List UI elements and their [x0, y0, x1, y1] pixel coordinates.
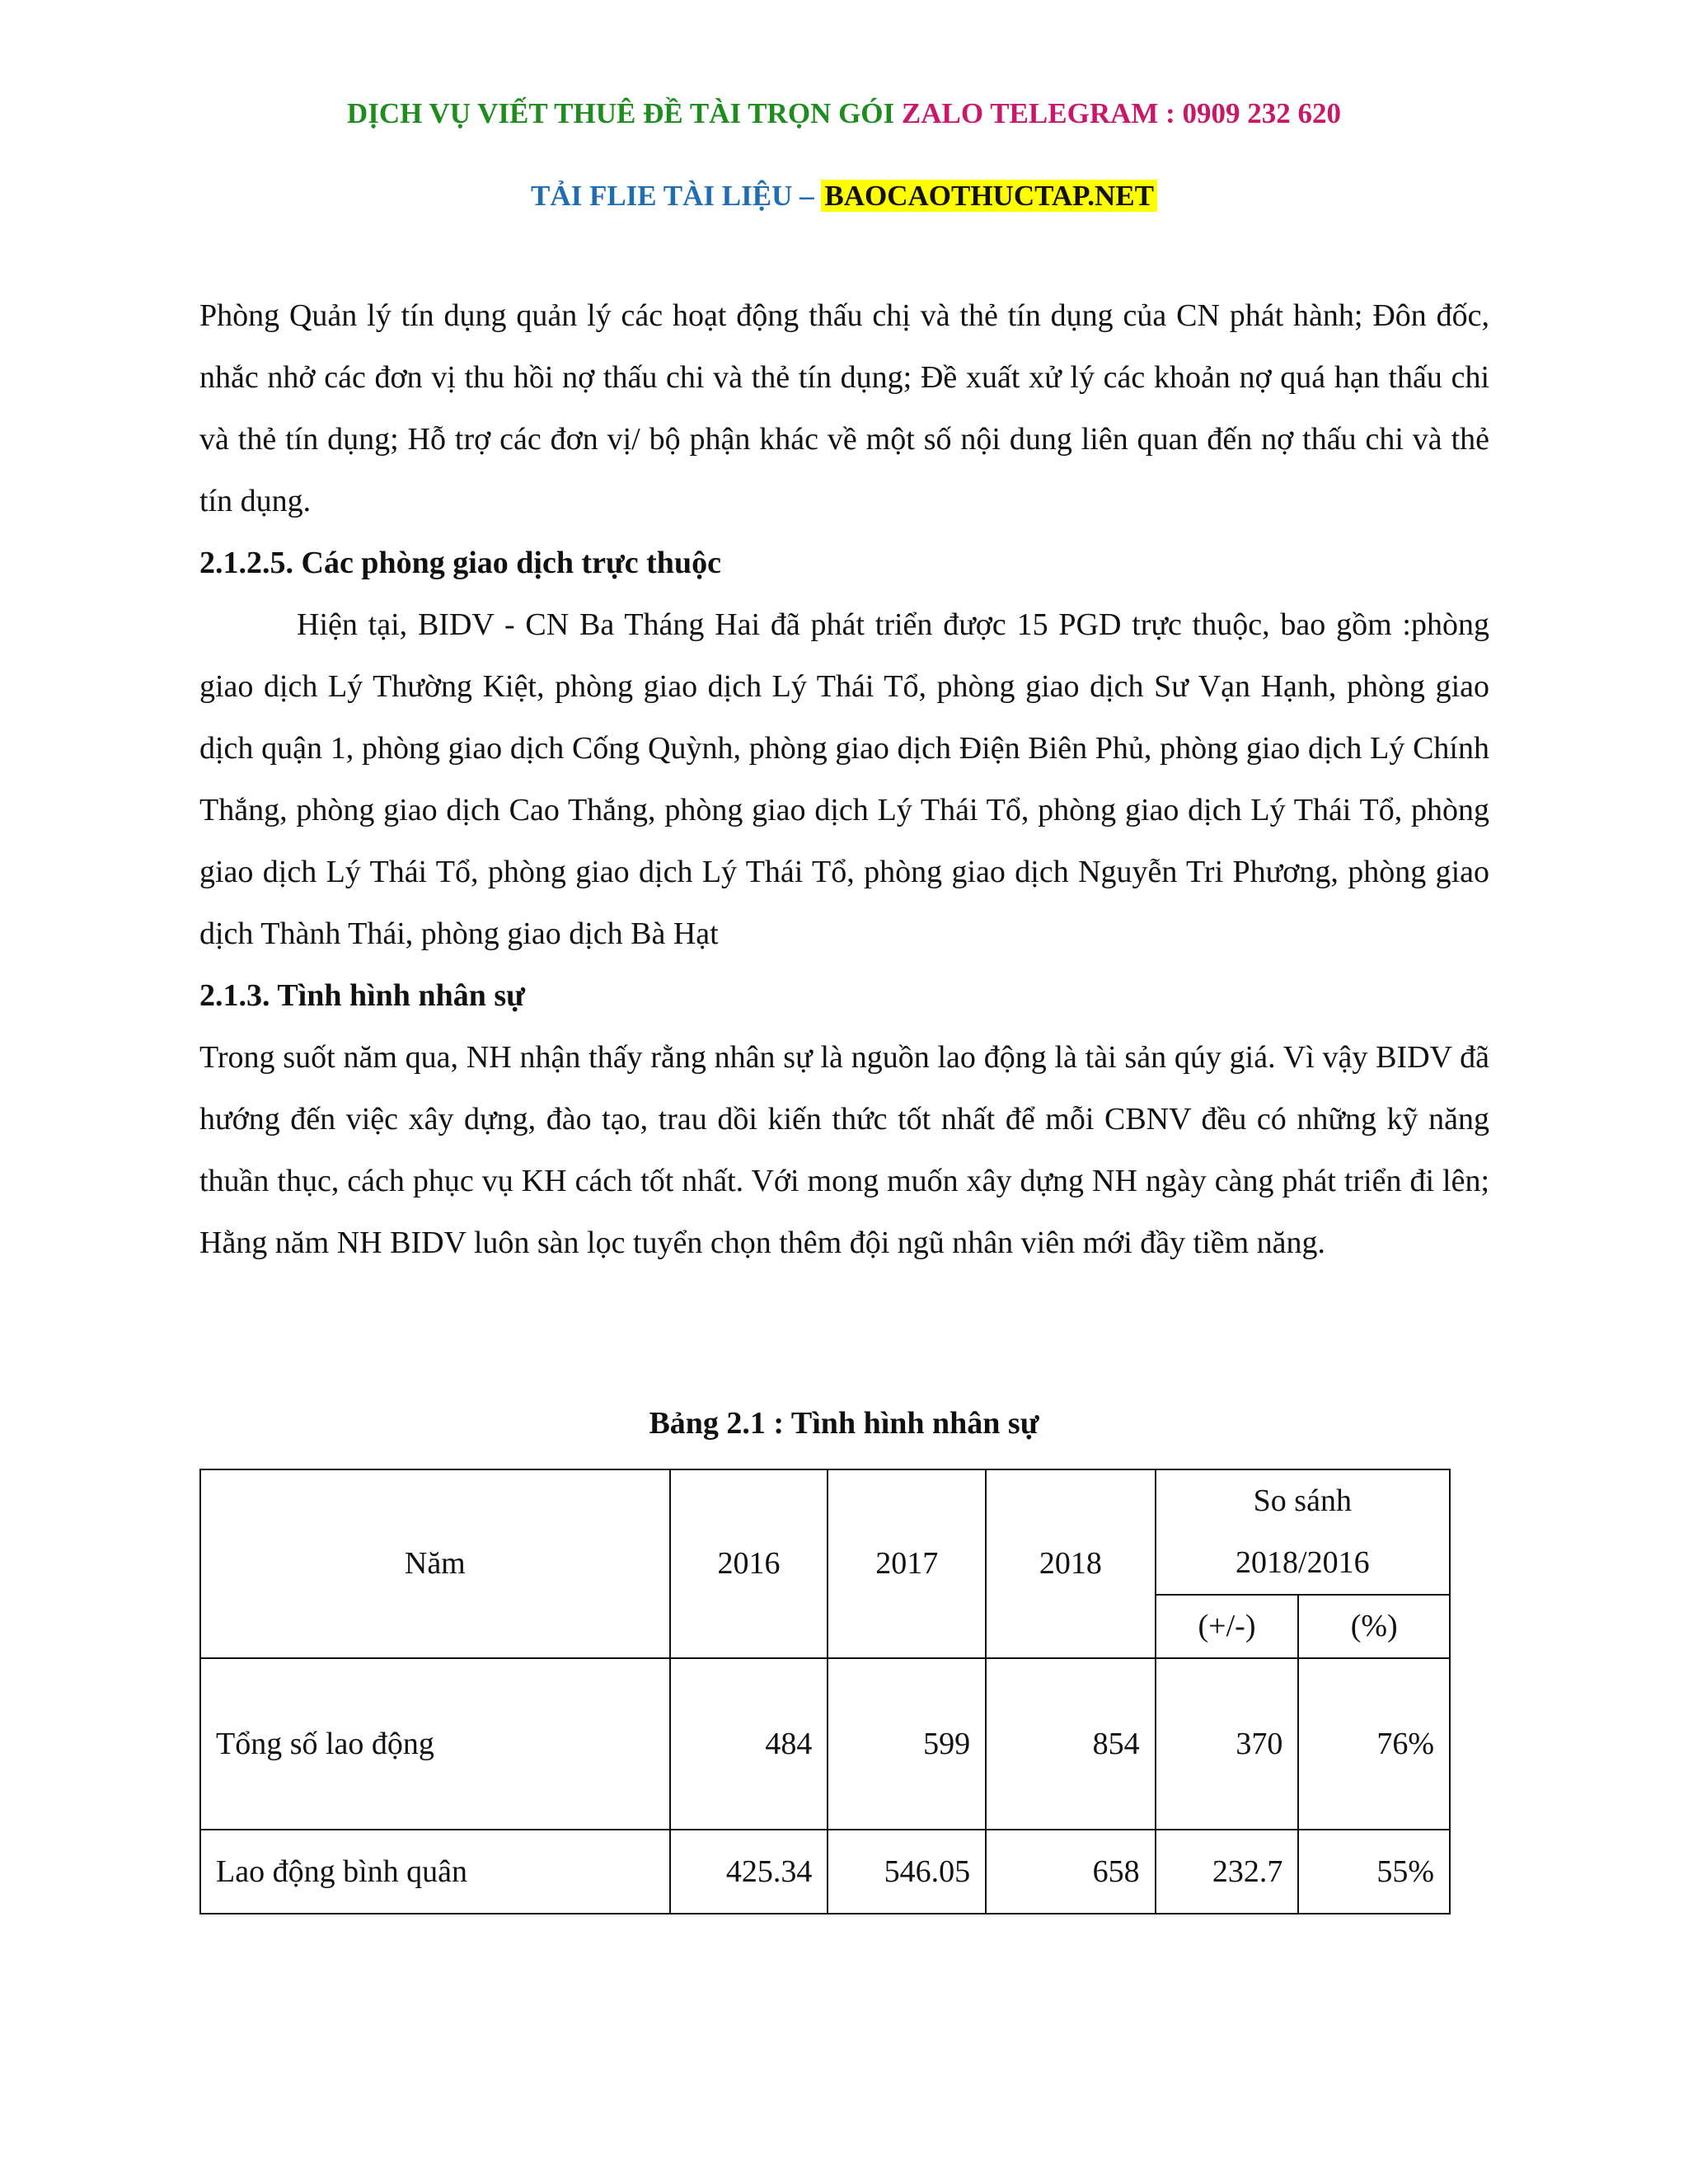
row-label: Lao động bình quân	[200, 1830, 670, 1914]
cell-2017: 599	[828, 1658, 986, 1830]
cell-diff: 370	[1156, 1658, 1299, 1830]
header-pct: (%)	[1298, 1595, 1450, 1658]
header-year-label: Năm	[200, 1469, 670, 1658]
header-contact-text: ZALO TELEGRAM : 0909 232 620	[901, 97, 1342, 129]
cell-2017: 546.05	[828, 1830, 986, 1914]
document-body	[199, 285, 1489, 1274]
table-header-row	[200, 1469, 1450, 1595]
header-line-1	[0, 97, 1688, 130]
header-service-text: DỊCH VỤ VIẾT THUÊ ĐỀ TÀI TRỌN GÓI	[346, 97, 895, 129]
section-heading-staff: 2.1.3. Tình hình nhân sự	[199, 978, 525, 1013]
header-compare	[1156, 1469, 1450, 1595]
staff-table	[199, 1469, 1451, 1915]
header-year-2016: 2016	[670, 1469, 828, 1658]
cell-pct: 76%	[1298, 1658, 1450, 1830]
paragraph-staff: Trong suốt năm qua, NH nhận thấy rằng nhân sự là nguồn lao động là tài sản qúy giá. Vì vậy BIDV đã hướng đến việc xây dựng, đào tạo, trau dồi kiến thức tốt nhất để mỗi CBNV đều có những kỹ năng thuần thục, cách phục vụ KH cách tốt nhất. Với mong muốn xây dựng NH ngày càng phát triển đi lên; Hằng năm NH BIDV luôn sàn lọc tuyển chọn thêm đội ngũ nhân viên mới đầy tiềm năng.	[199, 1040, 1489, 1260]
section-heading-branches: 2.1.2.5. Các phòng giao dịch trực thuộc	[199, 546, 721, 580]
header-diff: (+/-)	[1156, 1595, 1299, 1658]
paragraph-branches: Hiện tại, BIDV - CN Ba Tháng Hai đã phát triển được 15 PGD trực thuộc, bao gồm :phòng giao dịch Lý Thường Kiệt, phòng giao dịch Lý Thái Tổ, phòng giao dịch Sư Vạn Hạnh, phòng giao dịch quận 1, phòng giao dịch Cống Quỳnh, phòng giao dịch Điện Biên Phủ, phòng giao dịch Lý Chính Thắng, phòng giao dịch Cao Thắng, phòng giao dịch Lý Thái Tổ, phòng giao dịch Lý Thái Tổ, phòng giao dịch Lý Thái Tổ, phòng giao dịch Lý Thái Tổ, phòng giao dịch Nguyễn Tri Phương, phòng giao dịch Thành Thái, phòng giao dịch Bà Hạt	[199, 607, 1489, 951]
header-line-2	[0, 180, 1688, 213]
row-label: Tổng số lao động	[200, 1658, 670, 1830]
header-download-text: TẢI FLIE TÀI LIỆU –	[530, 180, 814, 212]
paragraph-credit-dept: Phòng Quản lý tín dụng quản lý các hoạt động thấu chị và thẻ tín dụng của CN phát hành; Đôn đốc, nhắc nhở các đơn vị thu hồi nợ thấu chi và thẻ tín dụng; Đề xuất xử lý các khoản nợ quá hạn thấu chi và thẻ tín dụng; Hỗ trợ các đơn vị/ bộ phận khác về một số nội dung liên quan đến nợ thấu chi và thẻ tín dụng.	[199, 298, 1489, 518]
table-caption: Bảng 2.1 : Tình hình nhân sự	[649, 1406, 1039, 1441]
table-row	[200, 1658, 1450, 1830]
header-compare-period: 2018/2016	[1236, 1545, 1370, 1580]
cell-diff: 232.7	[1156, 1830, 1299, 1914]
header-website-link[interactable]: BAOCAOTHUCTAP.NET	[821, 180, 1157, 212]
cell-2016: 484	[670, 1658, 828, 1830]
cell-2018: 658	[986, 1830, 1156, 1914]
header-year-2017: 2017	[828, 1469, 986, 1658]
header-year-2018: 2018	[986, 1469, 1156, 1658]
cell-2016: 425.34	[670, 1830, 828, 1914]
table-row	[200, 1830, 1450, 1914]
header-compare-title: So sánh	[1253, 1483, 1352, 1518]
cell-2018: 854	[986, 1658, 1156, 1830]
cell-pct: 55%	[1298, 1830, 1450, 1914]
